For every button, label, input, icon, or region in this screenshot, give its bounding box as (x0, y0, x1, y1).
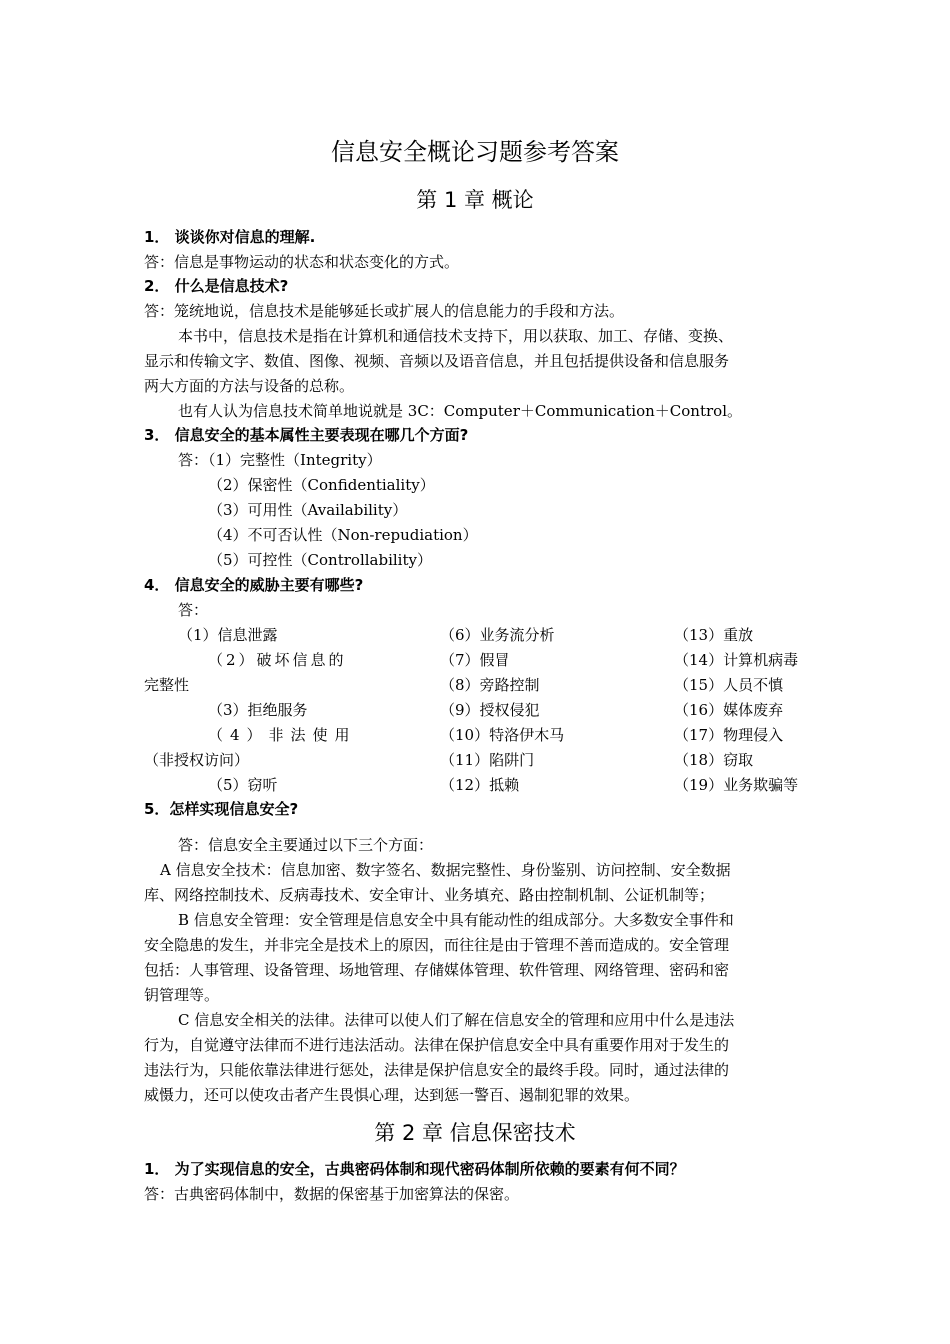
threat-item: （2）破坏信息的 (208, 651, 347, 669)
threat-item: 完整性 (144, 676, 190, 694)
chapter-2-answer-1: 答：古典密码体制中，数据的保密基于加密算法的保密。 (144, 1185, 520, 1203)
answer-5-law: 违法行为，只能依靠法律进行惩处，法律是保护信息安全的最终手段。同时，通过法律的 (144, 1061, 730, 1079)
chapter-1-heading: 第 1 章 概论 (416, 188, 534, 212)
threat-item: （13）重放 (674, 626, 754, 644)
attribute-item: （4）不可否认性（Non-repudiation） (208, 526, 478, 544)
question-3: 3． 信息安全的基本属性主要表现在哪几个方面? (144, 426, 469, 444)
threat-item: （18）窃取 (674, 751, 754, 769)
threat-item: （7）假冒 (440, 651, 510, 669)
question-5: 5．怎样实现信息安全? (144, 800, 299, 818)
threat-item: （10）特洛伊木马 (440, 726, 565, 744)
answer-4-label: 答： (178, 601, 209, 619)
threat-item: （16）媒体废弃 (674, 701, 784, 719)
threat-item: （14）计算机病毒 (674, 651, 799, 669)
answer-5-management: 安全隐患的发生，并非完全是技术上的原因，而往往是由于管理不善而造成的。安全管理 (144, 936, 730, 954)
answer-2-paragraph: 显示和传输文字、数值、图像、视频、音频以及语音信息，并且包括提供设备和信息服务 (144, 352, 730, 370)
answer-2-paragraph: 本书中，信息技术是指在计算机和通信技术支持下，用以获取、加工、存储、变换、 (178, 327, 734, 345)
threat-item: （12）抵赖 (440, 776, 520, 794)
threat-item: （11）陷阱门 (440, 751, 535, 769)
answer-2-paragraph: 两大方面的方法与设备的总称。 (144, 377, 355, 395)
attribute-item: （5）可控性（Controllability） (208, 551, 432, 569)
threat-item: （17）物理侵入 (674, 726, 784, 744)
answer-1: 答：信息是事物运动的状态和状态变化的方式。 (144, 253, 460, 271)
threat-item: （非授权访问） (144, 751, 250, 769)
document-title: 信息安全概论习题参考答案 (331, 138, 619, 166)
threat-item: （5）窃听 (208, 776, 278, 794)
question-1: 1． 谈谈你对信息的理解. (144, 228, 316, 246)
attribute-item: 答：（1）完整性（Integrity） (178, 451, 382, 469)
threat-item: （3）拒绝服务 (208, 701, 308, 719)
answer-5-management: 包括：人事管理、设备管理、场地管理、存储媒体管理、软件管理、网络管理、密码和密 (144, 961, 730, 979)
question-4: 4． 信息安全的威胁主要有哪些? (144, 576, 364, 594)
answer-5-law: 威慑力，还可以使攻击者产生畏惧心理，达到惩一警百、遏制犯罪的效果。 (144, 1086, 640, 1104)
answer-5-management: B 信息安全管理：安全管理是信息安全中具有能动性的组成部分。大多数安全事件和 (178, 911, 734, 929)
threat-item: （6）业务流分析 (440, 626, 555, 644)
threat-item: （15）人员不慎 (674, 676, 784, 694)
answer-5-law: 行为，自觉遵守法律而不进行违法活动。法律在保护信息安全中具有重要作用对于发生的 (144, 1036, 730, 1054)
attribute-item: （3）可用性（Availability） (208, 501, 408, 519)
answer-5-law: C 信息安全相关的法律。法律可以使人们了解在信息安全的管理和应用中什么是违法 (178, 1011, 735, 1029)
chapter-2-heading: 第 2 章 信息保密技术 (374, 1121, 576, 1145)
threat-item: （4）非法使用 (208, 726, 357, 744)
answer-2: 答：笼统地说，信息技术是能够延长或扩展人的信息能力的手段和方法。 (144, 302, 625, 320)
answer-5-intro: 答：信息安全主要通过以下三个方面： (178, 836, 434, 854)
answer-5-technology: A 信息安全技术：信息加密、数字签名、数据完整性、身份鉴别、访问控制、安全数据 (160, 861, 731, 879)
chapter-2-question-1: 1． 为了实现信息的安全，古典密码体制和现代密码体制所依赖的要素有何不同？ (144, 1160, 685, 1178)
question-2: 2． 什么是信息技术? (144, 277, 289, 295)
answer-5-technology: 库、网络控制技术、反病毒技术、安全审计、业务填充、路由控制机制、公证机制等； (144, 886, 715, 904)
threat-item: （8）旁路控制 (440, 676, 540, 694)
threat-item: （19）业务欺骗等 (674, 776, 799, 794)
answer-5-management: 钥管理等。 (144, 986, 220, 1004)
answer-2-3c-paragraph: 也有人认为信息技术简单地说就是 3C：Computer＋Communication＋Control。 (178, 402, 742, 420)
threat-item: （1）信息泄露 (178, 626, 278, 644)
attribute-item: （2）保密性（Confidentiality） (208, 476, 435, 494)
threat-item: （9）授权侵犯 (440, 701, 540, 719)
